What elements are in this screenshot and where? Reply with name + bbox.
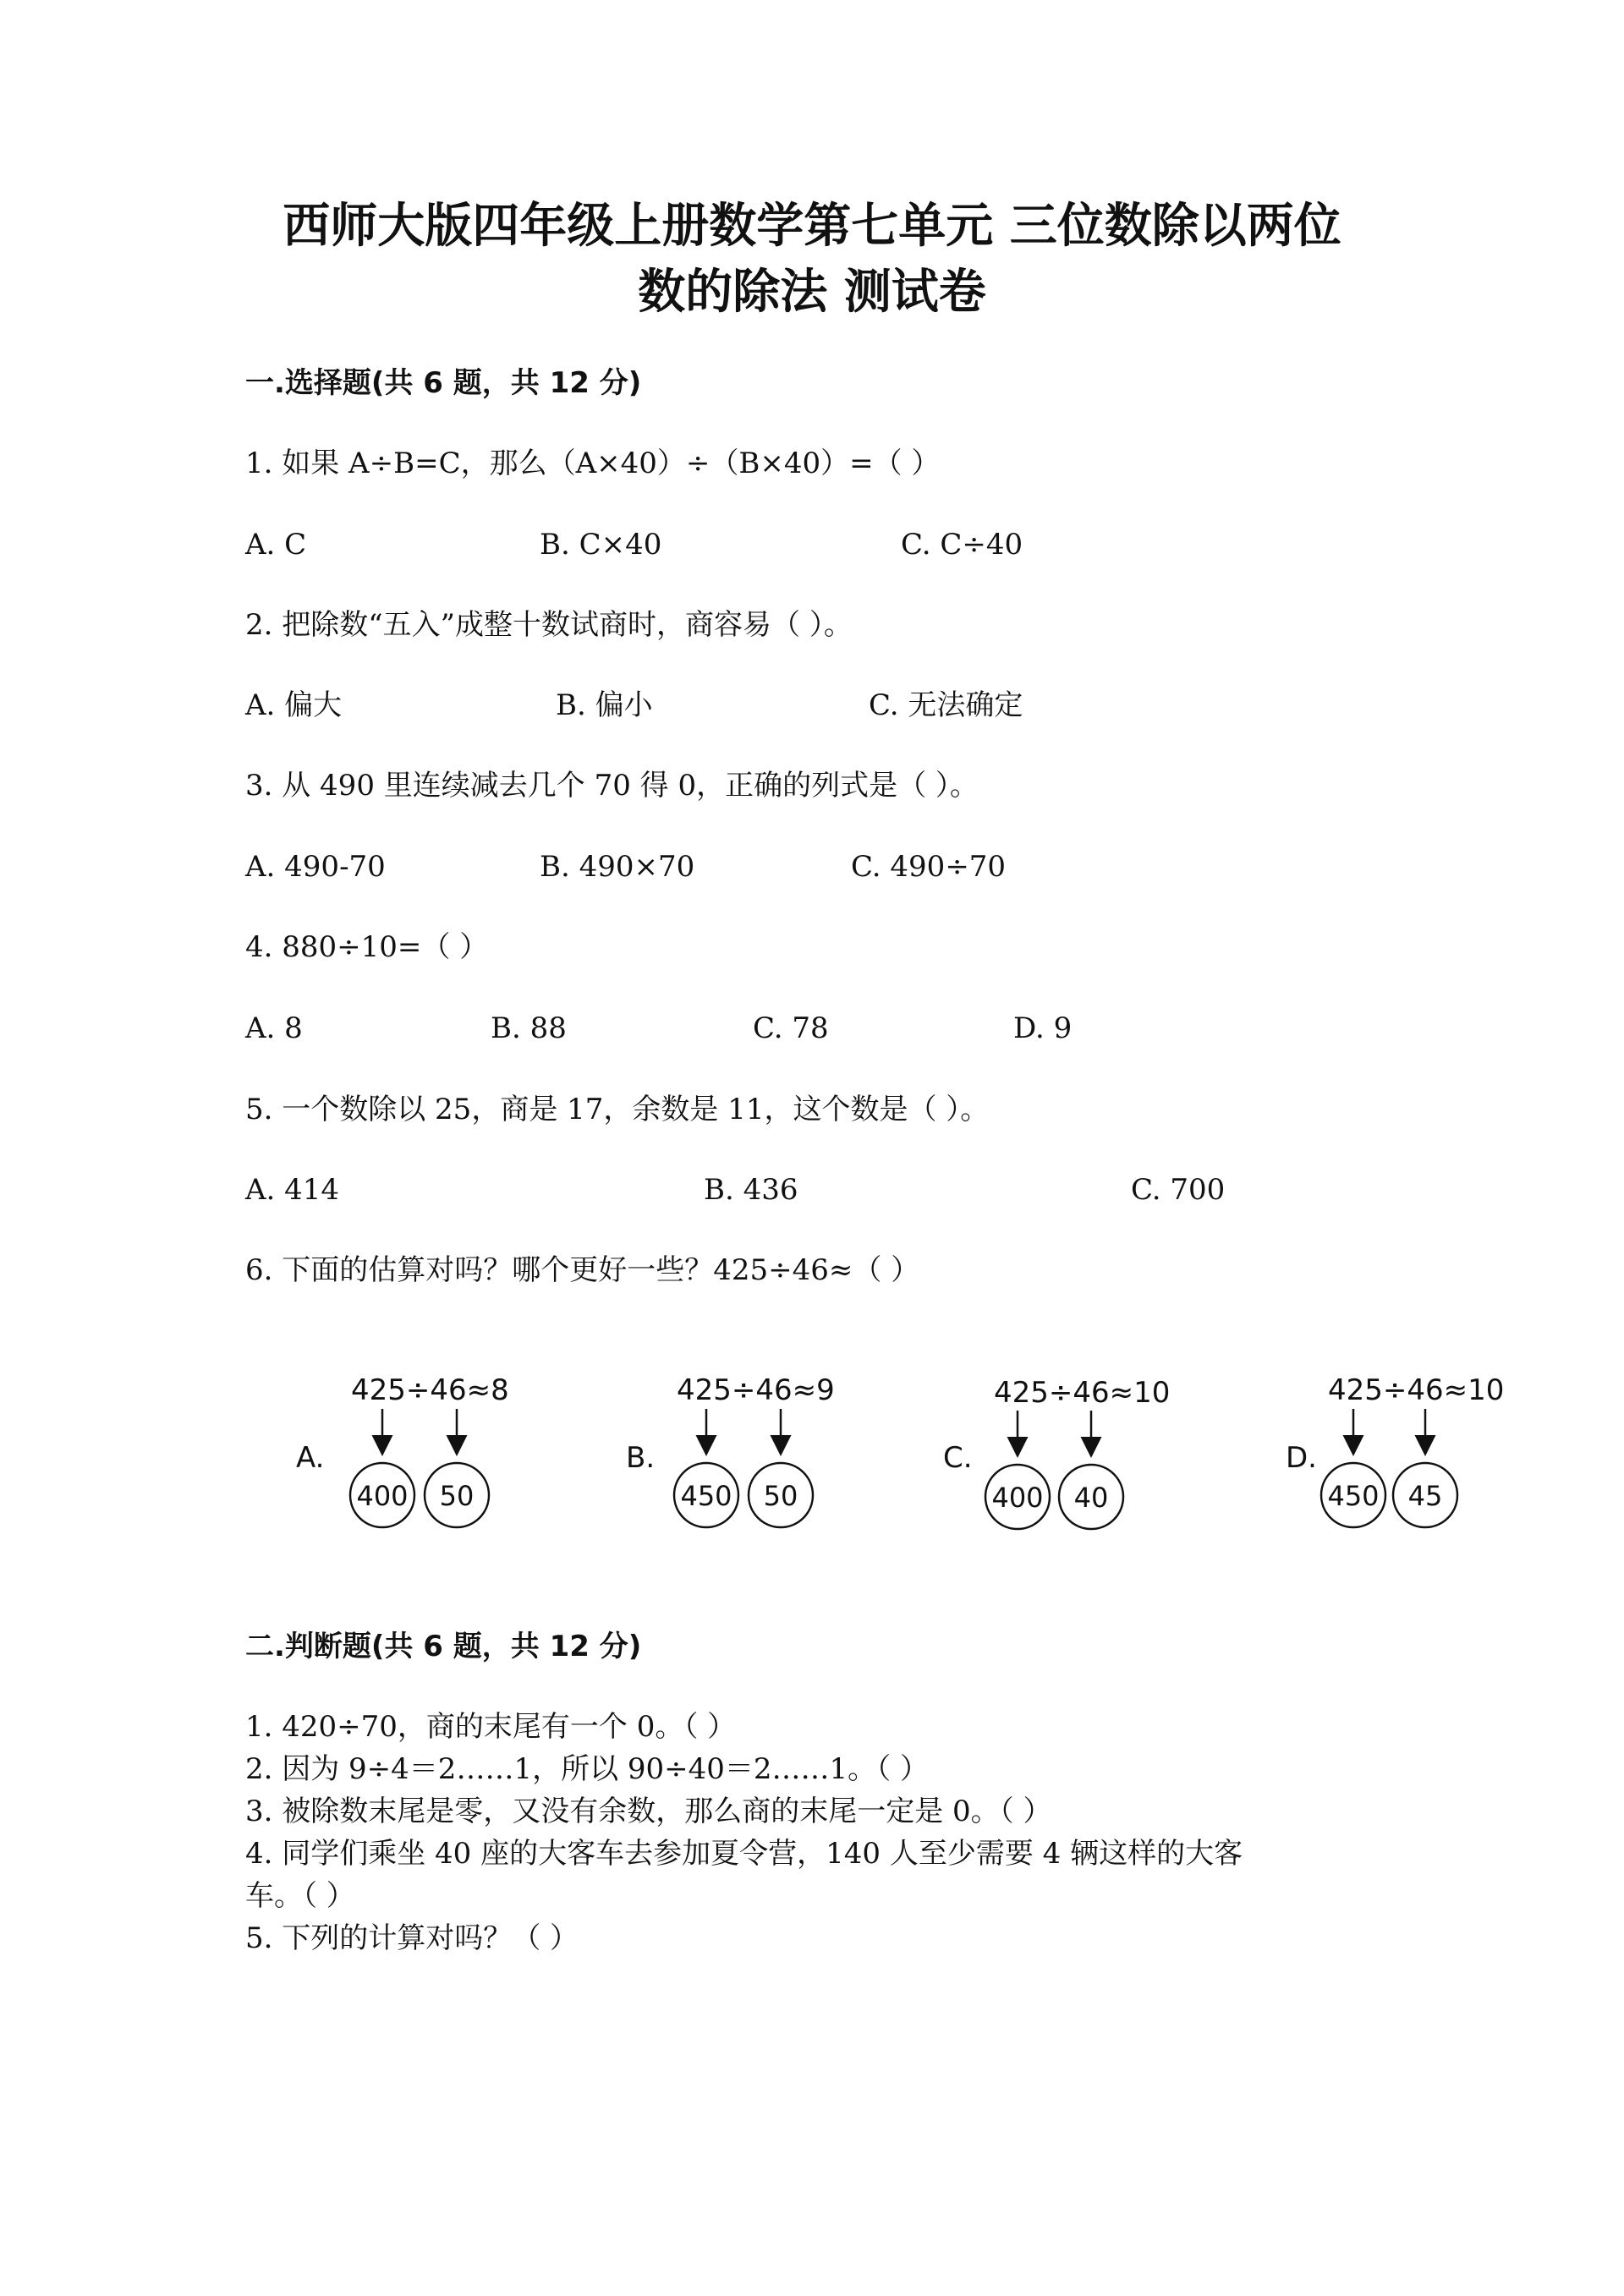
estimation-option-a-dividend: 400	[356, 1480, 409, 1512]
estimation-diagram	[254, 1353, 1522, 1556]
estimation-option-c-expression: 425÷46≈10	[994, 1376, 1171, 1410]
choice-question-1: 1. 如果 A÷B=C，那么（A×40）÷（B×40）=（ ）	[245, 447, 941, 480]
page-title-line-1: 西师大版四年级上册数学第七单元 三位数除以两位	[283, 199, 1341, 254]
estimation-option-b-divisor: 50	[763, 1480, 798, 1512]
choice-1-option-c: C. C÷40	[901, 528, 1023, 562]
choice-question-6: 6. 下面的估算对吗？哪个更好一些？425÷46≈（ ）	[245, 1253, 920, 1287]
choice-2-option-b: B. 偏小	[556, 688, 653, 722]
estimation-option-c-dividend: 400	[991, 1482, 1044, 1514]
choice-4-option-c: C. 78	[753, 1011, 829, 1045]
choice-5-option-c: C. 700	[1131, 1173, 1226, 1207]
estimation-option-a-label: A.	[296, 1441, 325, 1475]
judge-question-4: 4. 同学们乘坐 40 座的大客车去参加夏令营，140 人至少需要 4 辆这样的大客	[245, 1837, 1243, 1871]
judge-question-1: 1. 420÷70，商的末尾有一个 0。（ ）	[245, 1710, 737, 1744]
judge-question-4-continued: 车。（ ）	[245, 1879, 355, 1913]
estimation-option-b-dividend: 450	[680, 1480, 732, 1512]
choice-2-option-c: C. 无法确定	[869, 688, 1023, 722]
judge-question-5: 5. 下列的计算对吗？（ ）	[245, 1921, 579, 1955]
estimation-option-d-dividend: 450	[1327, 1480, 1380, 1512]
estimation-option-b-label: B.	[626, 1441, 656, 1475]
choice-4-option-b: B. 88	[491, 1011, 567, 1045]
choice-question-4: 4. 880÷10=（ ）	[245, 930, 489, 964]
choice-1-option-a: A. C	[245, 528, 307, 562]
estimation-option-a	[296, 1373, 509, 1527]
section-heading-choice: 一.选择题(共 6 题，共 12 分)	[245, 366, 642, 400]
choice-question-5: 5. 一个数除以 25，商是 17，余数是 11，这个数是（ ）。	[245, 1093, 990, 1126]
choice-1-option-b: B. C×40	[540, 528, 662, 562]
estimation-option-b-expression: 425÷46≈9	[677, 1373, 835, 1407]
choice-4-option-d: D. 9	[1013, 1011, 1073, 1045]
judge-question-3: 3. 被除数末尾是零，又没有余数，那么商的末尾一定是 0。（ ）	[245, 1795, 1052, 1828]
choice-question-2: 2. 把除数“五入”成整十数试商时，商容易（ ）。	[245, 608, 853, 642]
estimation-option-a-expression: 425÷46≈8	[351, 1373, 509, 1407]
choice-3-option-c: C. 490÷70	[851, 850, 1007, 884]
estimation-option-d-label: D.	[1286, 1441, 1317, 1475]
choice-3-option-a: A. 490-70	[245, 850, 386, 884]
estimation-option-d	[1286, 1373, 1504, 1527]
estimation-option-d-expression: 425÷46≈10	[1328, 1373, 1505, 1407]
choice-2-option-a: A. 偏大	[245, 688, 343, 722]
section-heading-judge: 二.判断题(共 6 题，共 12 分)	[245, 1630, 642, 1663]
choice-5-option-b: B. 436	[704, 1173, 798, 1207]
estimation-option-a-divisor: 50	[439, 1480, 475, 1512]
choice-3-option-b: B. 490×70	[540, 850, 695, 884]
choice-5-option-a: A. 414	[245, 1173, 340, 1207]
judge-question-2: 2. 因为 9÷4＝2……1，所以 90÷40＝2……1。（ ）	[245, 1752, 929, 1786]
choice-4-option-a: A. 8	[245, 1011, 303, 1045]
choice-question-3: 3. 从 490 里连续减去几个 70 得 0，正确的列式是（ ）。	[245, 769, 979, 803]
estimation-option-c-divisor: 40	[1073, 1482, 1109, 1514]
page-title-line-2: 数的除法 测试卷	[638, 265, 986, 320]
estimation-option-b	[626, 1373, 835, 1527]
estimation-option-c	[943, 1376, 1170, 1529]
estimation-option-d-divisor: 45	[1407, 1480, 1443, 1512]
estimation-option-c-label: C.	[943, 1441, 973, 1475]
